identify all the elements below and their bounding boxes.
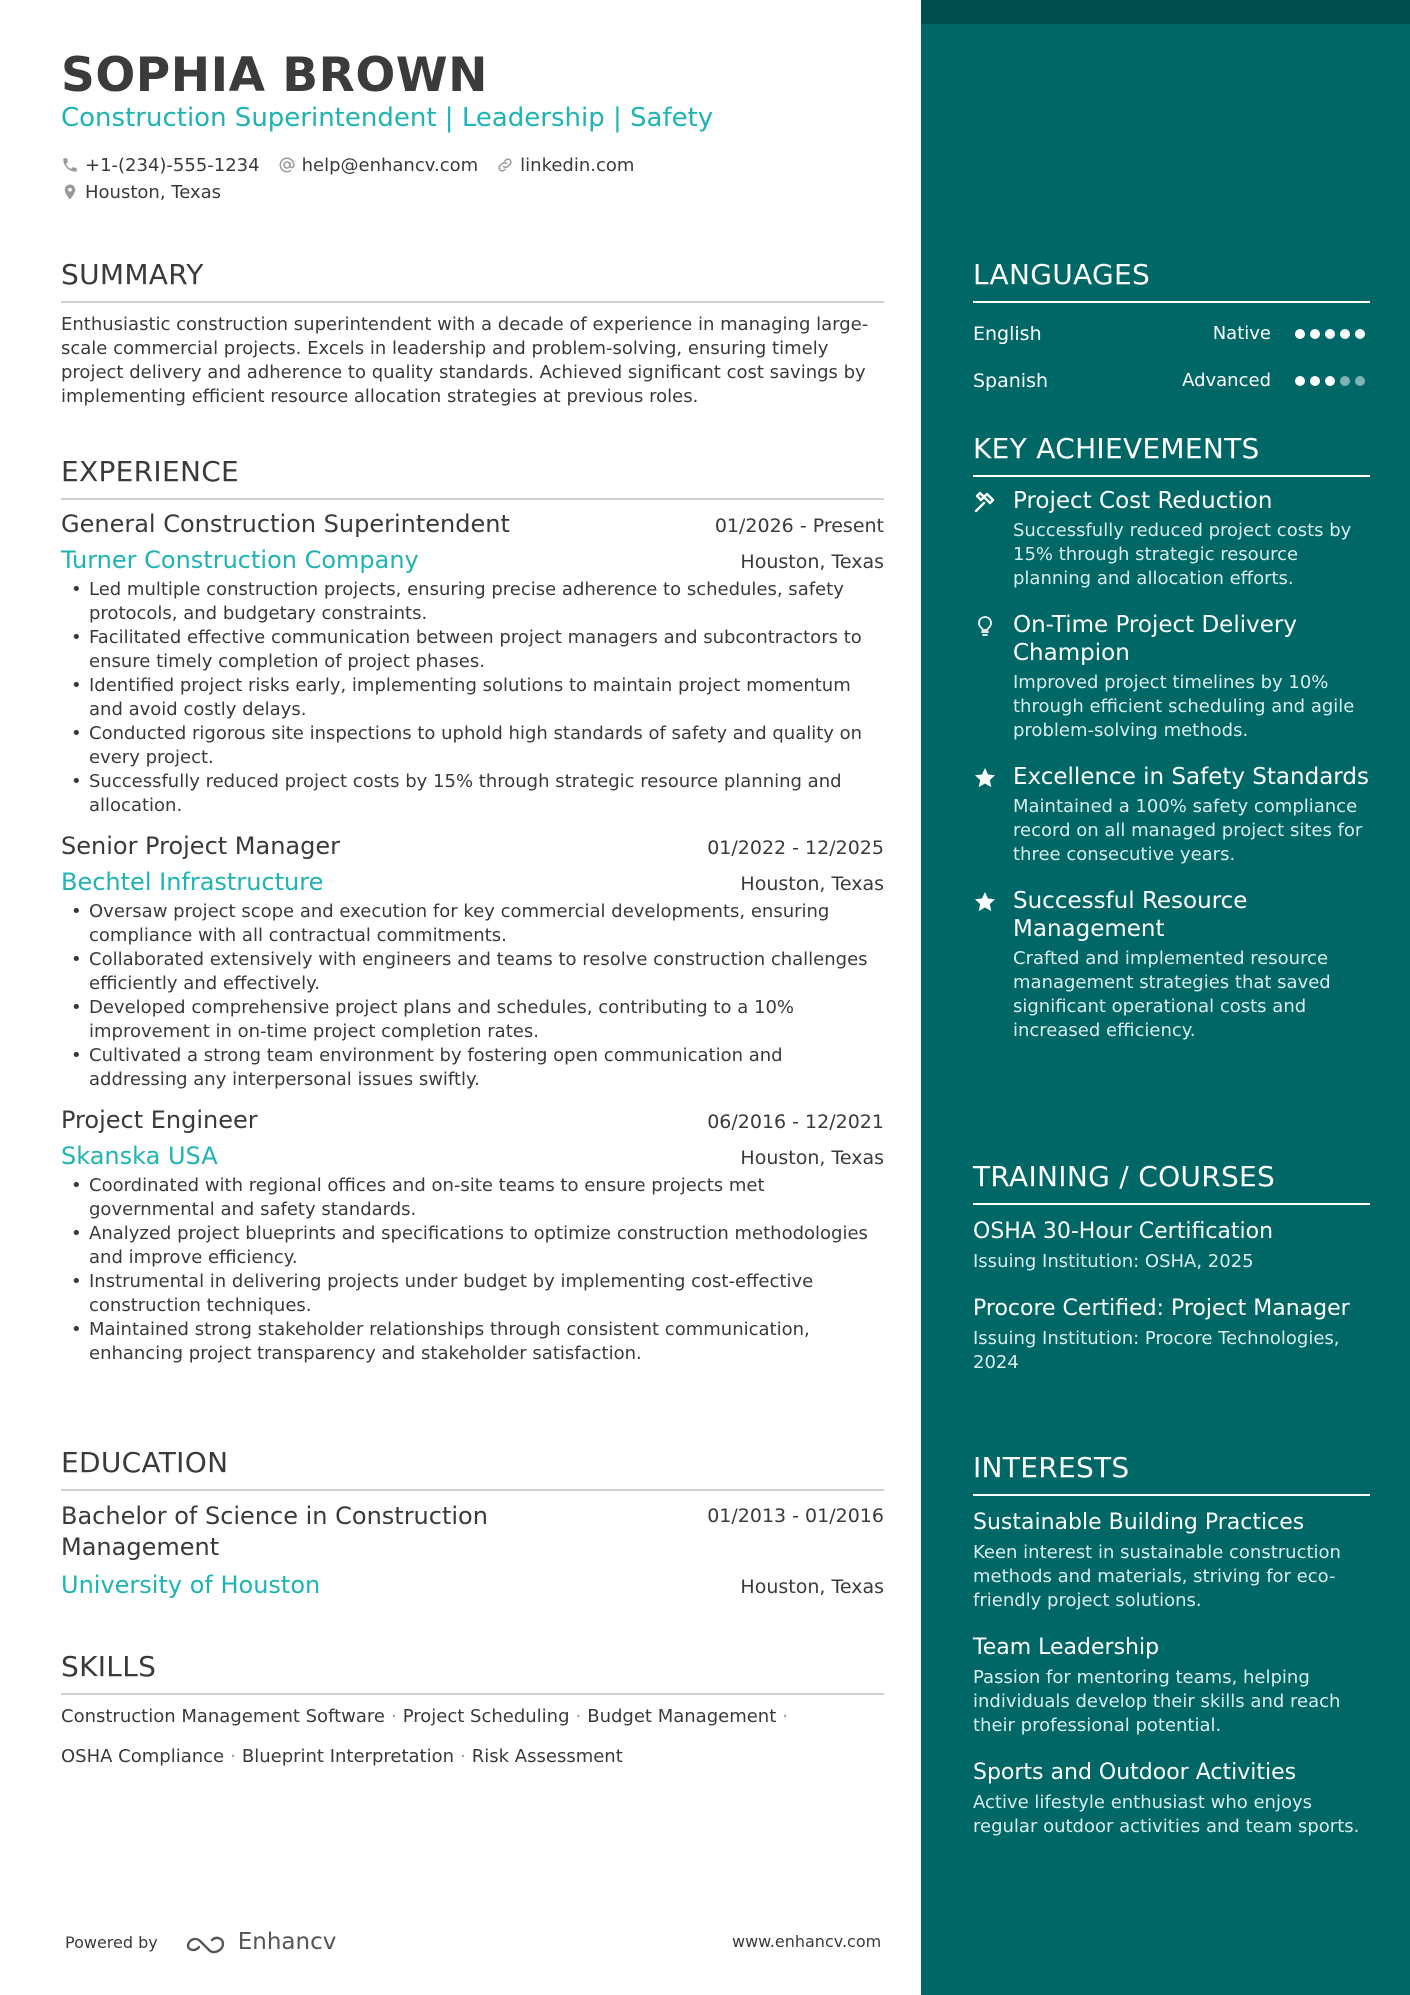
skill-separator: · <box>390 1706 397 1727</box>
rating-dot <box>1310 329 1320 339</box>
phone-contact[interactable] <box>61 155 260 176</box>
bullet-item: • Analyzed project blueprints and specifications to optimize construction methodologies and improve efficiency. <box>61 1222 884 1270</box>
rating-dot <box>1340 329 1350 339</box>
interest-desc: Passion for mentoring teams, helping individuals develop their skills and reach their professional potential. <box>973 1667 1341 1736</box>
link-icon <box>496 156 514 174</box>
star-icon <box>973 890 997 914</box>
language-item <box>973 317 1370 350</box>
enhancv-logo[interactable] <box>184 1929 337 1955</box>
achievement-desc: Maintained a 100% safety compliance record on all managed project sites for three consecutive years. <box>1013 796 1363 865</box>
skill-tag: Construction Management Software <box>61 1706 385 1727</box>
bullet-item: • Led multiple construction projects, ensuring precise adherence to schedules, safety protocols, and budgetary constraints. <box>61 578 884 626</box>
sidebar <box>921 0 1410 1995</box>
language-level: Native <box>1212 323 1271 344</box>
rating-dot <box>1295 329 1305 339</box>
summary-section <box>61 258 884 409</box>
summary-text: Enthusiastic construction superintendent with a decade of experience in managing large-scale commercial projects. Excels in leadership and problem-solving, ensuring timely project delivery and adherence to quality standards. Achieved significant cost savings by implementing efficient resource allocation strategies at previous roles. <box>61 314 869 407</box>
achievements-section <box>973 432 1370 1043</box>
footer-powered-by <box>65 1929 336 1955</box>
job-date: 01/2026 - Present <box>714 515 884 537</box>
linkedin-contact[interactable] <box>496 155 634 176</box>
skill-separator: · <box>782 1706 789 1727</box>
achievement-title: Project Cost Reduction <box>1013 488 1273 514</box>
enhancv-brand-text: Enhancv <box>237 1929 337 1955</box>
location-text: Houston, Texas <box>85 181 222 203</box>
location-pin-icon <box>61 183 79 201</box>
rating-dot <box>1355 329 1365 339</box>
course-desc: Issuing Institution: OSHA, 2025 <box>973 1251 1254 1272</box>
skills-row <box>61 1737 884 1777</box>
job-title: General Construction Superintendent <box>61 510 510 538</box>
languages-section <box>973 258 1370 397</box>
job-date: 01/2022 - 12/2025 <box>707 837 884 859</box>
job-title: Senior Project Manager <box>61 832 340 860</box>
achievement-item <box>973 763 1370 867</box>
degree-title: Bachelor of Science in Construction Management <box>61 1502 488 1561</box>
location-contact <box>61 182 221 203</box>
skill-tag: Project Scheduling <box>402 1706 570 1727</box>
skill-separator: · <box>575 1706 582 1727</box>
education-entry <box>61 1501 884 1599</box>
education-location: Houston, Texas <box>740 1576 884 1598</box>
languages-title: LANGUAGES <box>973 258 1370 303</box>
job-date: 06/2016 - 12/2021 <box>707 1111 884 1133</box>
skill-separator: · <box>230 1746 236 1767</box>
skills-row <box>61 1697 884 1737</box>
job-location: Houston, Texas <box>740 551 884 573</box>
school-name: University of Houston <box>61 1571 321 1599</box>
course-title: Procore Certified: Project Manager <box>973 1296 1350 1321</box>
enhancv-logo-icon <box>184 1930 230 1954</box>
skill-separator: · <box>460 1746 466 1767</box>
experience-section <box>61 455 884 1366</box>
powered-by-label: Powered by <box>65 1932 158 1952</box>
bullet-item: • Collaborated extensively with engineers and teams to resolve construction challenges efficiently and effectively. <box>61 948 884 996</box>
phone-text: +1-(234)-555-1234 <box>85 154 260 176</box>
star-icon <box>973 766 997 790</box>
language-rating <box>1295 329 1370 339</box>
skills-title: SKILLS <box>61 1650 884 1695</box>
achievement-title: On-Time Project Delivery Champion <box>1013 612 1297 666</box>
achievement-desc: Successfully reduced project costs by 15% through strategic resource planning and allocation efforts. <box>1013 520 1352 589</box>
language-item <box>973 364 1370 397</box>
interests-title: INTERESTS <box>973 1451 1370 1496</box>
bullet-item: • Coordinated with regional offices and on-site teams to ensure projects met governmental and safety standards. <box>61 1174 884 1222</box>
candidate-name: SOPHIA BROWN <box>61 48 488 103</box>
training-title: TRAINING / COURSES <box>973 1160 1370 1205</box>
sidebar-top-band <box>921 0 1410 24</box>
bullet-item: • Facilitated effective communication between project managers and subcontractors to ensure timely completion of project phases. <box>61 626 884 674</box>
bullet-item: • Instrumental in delivering projects under budget by implementing cost-effective construction techniques. <box>61 1270 884 1318</box>
rating-dot <box>1325 329 1335 339</box>
education-date: 01/2013 - 01/2016 <box>707 1505 884 1527</box>
achievement-item <box>973 487 1370 591</box>
interest-item <box>973 1758 1370 1839</box>
interest-title: Team Leadership <box>973 1635 1160 1660</box>
course-desc: Issuing Institution: Procore Technologies, 2024 <box>973 1328 1340 1373</box>
bullet-item: • Developed comprehensive project plans and schedules, contributing to a 10% improvement in on-time project completion rates. <box>61 996 884 1044</box>
job-bullets <box>61 900 884 1092</box>
education-section <box>61 1446 884 1599</box>
email-contact[interactable] <box>278 155 479 176</box>
language-level: Advanced <box>1182 370 1271 391</box>
skill-tag: Blueprint Interpretation <box>241 1746 455 1767</box>
interest-desc: Keen interest in sustainable construction methods and materials, striving for eco-friendly project solutions. <box>973 1542 1341 1611</box>
bullet-item: • Maintained strong stakeholder relationships through consistent communication, enhancing project transparency and stakeholder satisfaction. <box>61 1318 884 1366</box>
company-name: Turner Construction Company <box>61 546 419 574</box>
interest-title: Sports and Outdoor Activities <box>973 1760 1297 1785</box>
job-entry <box>61 1106 884 1366</box>
company-name: Skanska USA <box>61 1142 218 1170</box>
interests-section <box>973 1451 1370 1839</box>
language-rating <box>1295 376 1370 386</box>
course-title: OSHA 30-Hour Certification <box>973 1219 1274 1244</box>
linkedin-text: linkedin.com <box>520 154 635 176</box>
job-title: Project Engineer <box>61 1106 258 1134</box>
skill-tag: Budget Management <box>587 1706 777 1727</box>
contact-info <box>61 152 881 206</box>
language-name: Spanish <box>973 369 1049 392</box>
interest-item <box>973 1508 1370 1613</box>
skill-tag: OSHA Compliance <box>61 1746 225 1767</box>
bullet-item: • Oversaw project scope and execution for key commercial developments, ensuring compliance with all contractual commitments. <box>61 900 884 948</box>
achievement-item <box>973 887 1370 1043</box>
interest-item <box>973 1633 1370 1738</box>
job-bullets <box>61 1174 884 1366</box>
footer-url[interactable]: www.enhancv.com <box>732 1932 882 1951</box>
skills-section <box>61 1650 884 1777</box>
bullet-item: • Successfully reduced project costs by 15% through strategic resource planning and allocation. <box>61 770 884 818</box>
bullet-item: • Cultivated a strong team environment by fostering open communication and addressing any interpersonal issues swiftly. <box>61 1044 884 1092</box>
job-entry <box>61 510 884 818</box>
course-item <box>973 1294 1370 1375</box>
job-bullets <box>61 578 884 818</box>
language-name: English <box>973 322 1042 345</box>
rating-dot <box>1355 376 1365 386</box>
course-item <box>973 1217 1370 1274</box>
achievement-item <box>973 611 1370 743</box>
email-text: help@enhancv.com <box>301 154 479 176</box>
achievement-title: Successful Resource Management <box>1013 888 1248 942</box>
education-title: EDUCATION <box>61 1446 884 1491</box>
achievement-title: Excellence in Safety Standards <box>1013 764 1369 790</box>
achievement-desc: Crafted and implemented resource management strategies that saved significant operational costs and increased efficiency. <box>1013 948 1331 1041</box>
interest-desc: Active lifestyle enthusiast who enjoys regular outdoor activities and team sports. <box>973 1792 1360 1837</box>
achievement-desc: Improved project timelines by 10% through efficient scheduling and agile problem-solving methods. <box>1013 672 1355 741</box>
bullet-item: • Conducted rigorous site inspections to uphold high standards of safety and quality on every project. <box>61 722 884 770</box>
rating-dot <box>1325 376 1335 386</box>
skill-tag: Risk Assessment <box>471 1746 623 1767</box>
summary-title: SUMMARY <box>61 258 884 303</box>
training-section <box>973 1160 1370 1375</box>
bullet-item: • Identified project risks early, implementing solutions to maintain project momentum and avoid costly delays. <box>61 674 884 722</box>
job-location: Houston, Texas <box>740 1147 884 1169</box>
lightbulb-icon <box>973 614 997 638</box>
interest-title: Sustainable Building Practices <box>973 1510 1305 1535</box>
job-entry <box>61 832 884 1092</box>
job-location: Houston, Texas <box>740 873 884 895</box>
phone-icon <box>61 156 79 174</box>
headline: Construction Superintendent | Leadership | Safety <box>61 103 714 133</box>
tools-icon <box>973 490 997 514</box>
rating-dot <box>1310 376 1320 386</box>
at-icon <box>278 156 296 174</box>
rating-dot <box>1295 376 1305 386</box>
rating-dot <box>1340 376 1350 386</box>
company-name: Bechtel Infrastructure <box>61 868 324 896</box>
achievements-title: KEY ACHIEVEMENTS <box>973 432 1370 477</box>
experience-title: EXPERIENCE <box>61 455 884 500</box>
